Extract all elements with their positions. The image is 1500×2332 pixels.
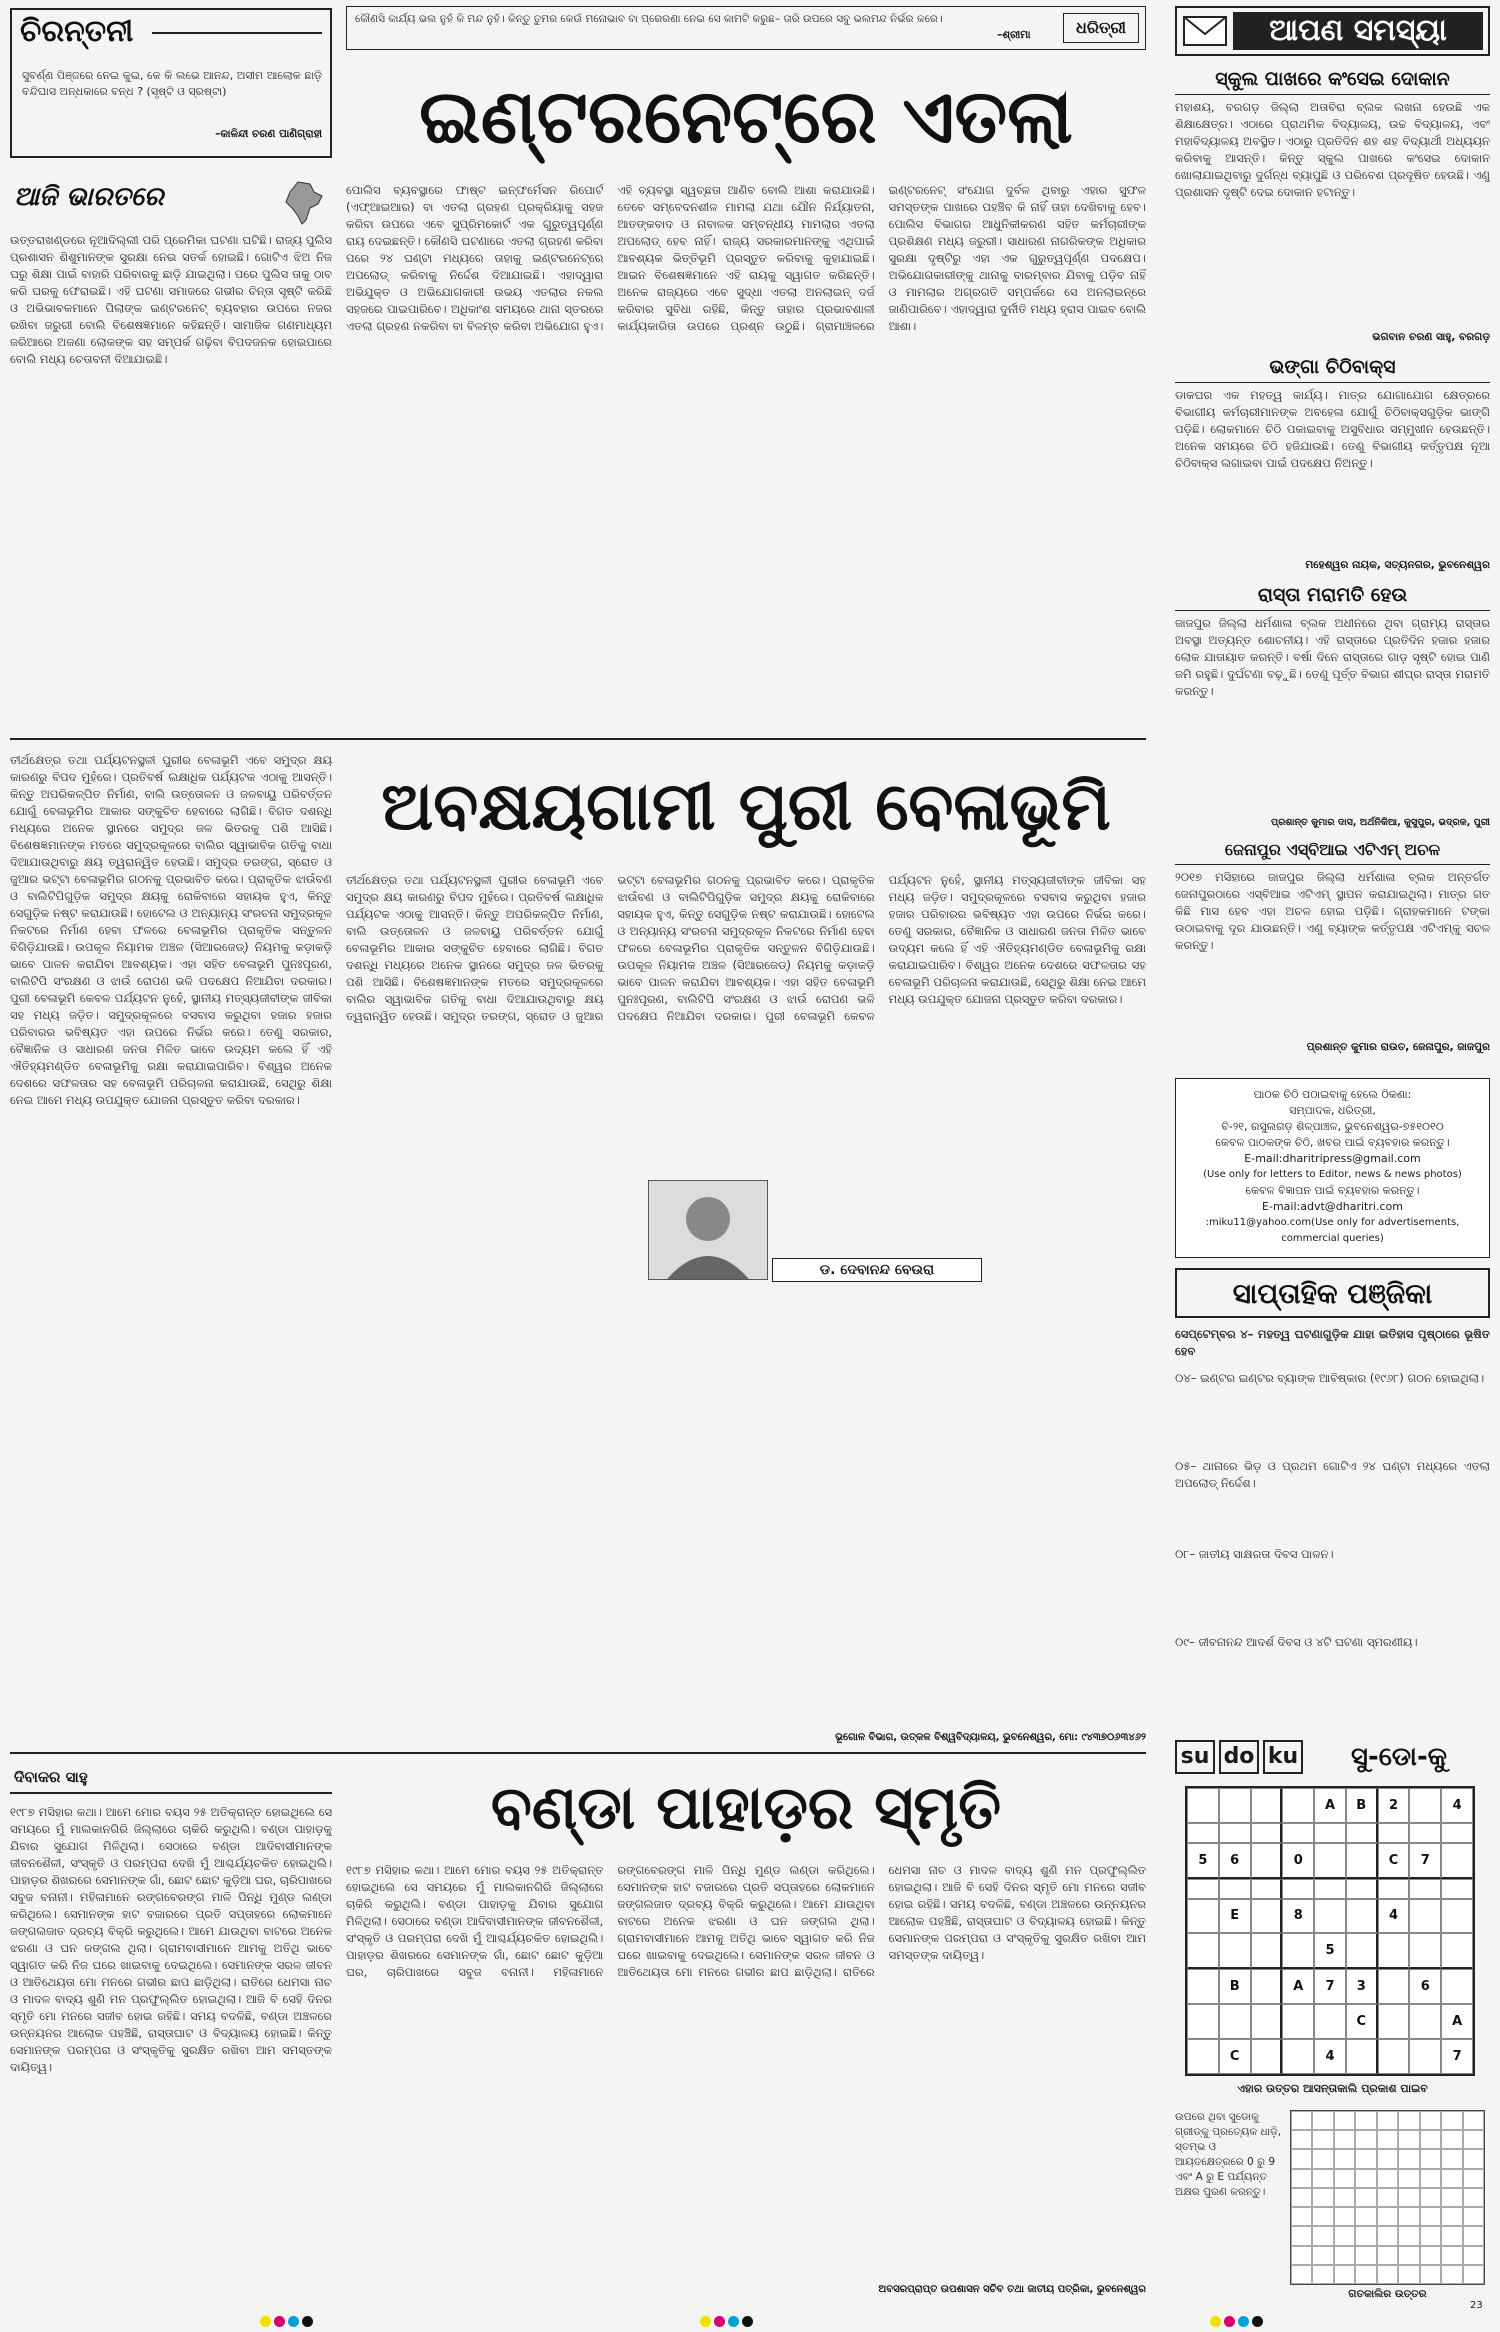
solution-cell: [1441, 2188, 1462, 2207]
solution-cell: [1355, 2130, 1376, 2149]
yellow-dot-icon: [700, 2316, 711, 2327]
sudoku-cell[interactable]: [1409, 1788, 1441, 1823]
solution-cell: [1312, 2111, 1333, 2130]
sudoku-cell[interactable]: [1282, 1823, 1314, 1843]
sudoku-cell[interactable]: [1282, 1879, 1314, 1899]
sudoku-cell[interactable]: A: [1441, 2004, 1473, 2039]
panjika-intro: ସେପ୍ଟେମ୍ବର ୪– ମହତ୍ୱ ଘଟଣାଗୁଡ଼ିକ ଯାହା ଇତିହାସ ପୃଷ୍ଠାରେ ଭୂଷିତ ହେବ: [1175, 1327, 1490, 1358]
print-registration-marks: [1210, 2312, 1266, 2331]
solution-cell: [1398, 2169, 1419, 2188]
solution-cell: [1291, 2246, 1312, 2265]
sudoku-cell[interactable]: [1346, 2039, 1378, 2074]
solution-cell: [1463, 2111, 1484, 2130]
top-quote-text: କୌଣସି କାର୍ଯ୍ୟ ଭଲ ନୁହଁ କି ମନ୍ଦ ନୁହଁ। କିନ୍ତୁ ତୁମର କେଉଁ ମନୋଭାବ ବା ପ୍ରେରଣା ନେଇ ସେ କାମଟି କରୁଛ– ତାରି ଉପରେ ସବୁ ଭଲମନ୍ଦ ନିର୍ଭର କରେ।: [355, 13, 943, 25]
sudoku-cell[interactable]: [1314, 1843, 1346, 1879]
sudoku-cell[interactable]: A: [1282, 1969, 1314, 2004]
solution-cell: [1355, 2265, 1376, 2284]
dharitri-logo: ଧରିତ୍ରୀ: [1063, 13, 1139, 43]
sudoku-logo-do: do: [1219, 1740, 1259, 1774]
solution-cell: [1377, 2169, 1398, 2188]
sudoku-cell[interactable]: [1219, 1879, 1251, 1899]
sudoku-cell[interactable]: 5: [1314, 1933, 1346, 1969]
bela-bhumi-footer: ଭୂଗୋଳ ବିଭାଗ, ଉତ୍କଳ ବିଶ୍ୱବିଦ୍ୟାଳୟ, ଭୁବନେଶ୍ୱର, ମୋ: ୯୪୩୭୦୬୩୪୬୨: [835, 1732, 1146, 1743]
sudoku-rules: ଉପରେ ଥିବା ସୁଡୋକୁ ଗ୍ରୀଡ୍‌କୁ ପ୍ରତ୍ୟେକ ଧାଡ଼ି, ସ୍ତମ୍ଭ ଓ ଆୟତକ୍ଷେତ୍ରରେ 0 ରୁ 9 ଏବଂ A ରୁ E ପର୍ଯ୍ୟନ୍ତ ଅକ୍ଷର ପୁରଣ କରନ୍ତୁ।: [1175, 2111, 1282, 2198]
solution-cell: [1334, 2226, 1355, 2245]
panjika-entry: ୦୯– ଜୀବନାନନ୍ଦ ଆଦର୍ଶ ଦିବସ ଓ ୪ଟି ଘଟଣା ସ୍ମରଣୀୟ।: [1175, 1635, 1418, 1649]
sudoku-cell[interactable]: 2: [1378, 1788, 1410, 1823]
solution-cell: [1398, 2226, 1419, 2245]
sudoku-cell[interactable]: [1251, 1823, 1283, 1843]
sudoku-cell[interactable]: [1441, 1823, 1473, 1843]
letter-body: ୨୦୧୭ ମସିହାରେ ଜାଜପୁର ଜିଲ୍ଲା ଧର୍ମଶାଳା ବ୍ଲକ ଅନ୍ତର୍ଗତ ଜେନାପୁରଠାରେ ଏସ୍‌ବିଆଇ ଏଟିଏମ୍ ସ୍ଥାପନ କରାଯାଇଥିଲା। ମାତ୍ର ଗତ କିଛି ମାସ ହେବ ଏହା ଅଚଳ ହୋଇ ପଡ଼ିଛି। ଗ୍ରାହକମାନେ ଟଙ୍କା ଉଠାଇବାକୁ ଦୂର ଯାଉଛନ୍ତି। ଏଣୁ ବ୍ୟାଙ୍କ କର୍ତ୍ତୃପକ୍ଷ ଏଟିଏମ୍‌କୁ ସଚଳ କରନ୍ତୁ।: [1175, 870, 1490, 952]
section-divider: [10, 738, 1146, 740]
sudoku-cell[interactable]: [1219, 1933, 1251, 1969]
sudoku-cell[interactable]: [1378, 1933, 1410, 1969]
solution-cell: [1355, 2111, 1376, 2130]
solution-cell: [1377, 2226, 1398, 2245]
letter-sender: ଭଗବାନ ଚରଣ ସାହୁ, ବରଗଡ଼: [1372, 331, 1490, 343]
solution-cell: [1334, 2188, 1355, 2207]
contact-intro: ପାଠକ ଚିଠି ପଠାଇବାକୁ ହେଲେ ଠିକଣା:: [1253, 1088, 1412, 1101]
solution-cell: [1441, 2265, 1462, 2284]
sudoku-cell[interactable]: [1378, 2039, 1410, 2074]
solution-cell: [1334, 2169, 1355, 2188]
solution-cell: [1377, 2111, 1398, 2130]
solution-cell: [1441, 2130, 1462, 2149]
sudoku-cell[interactable]: [1219, 2004, 1251, 2039]
sudoku-title: ସୁ-ଡୋ-କୁ: [1351, 1742, 1447, 1772]
contact-email-1[interactable]: E-mail:dharitripress@gmail.com: [1244, 1152, 1421, 1165]
solution-cell: [1398, 2130, 1419, 2149]
magenta-dot-icon: [1224, 2316, 1235, 2327]
solution-cell: [1420, 2226, 1441, 2245]
solution-cell: [1420, 2265, 1441, 2284]
sudoku-cell[interactable]: 7: [1441, 2039, 1473, 2074]
sudoku-cell[interactable]: [1314, 1899, 1346, 1934]
top-quote-source: –ଶ୍ରୀମା: [997, 29, 1031, 41]
letter-heading: ଭଙ୍ଗା ଚିଠିବାକ୍ସ: [1175, 352, 1490, 383]
solution-cell: [1420, 2207, 1441, 2226]
cyan-dot-icon: [288, 2316, 299, 2327]
banda-author: ଦିବାକର ସାହୁ: [14, 1768, 88, 1786]
solution-cell: [1398, 2149, 1419, 2168]
solution-cell: [1291, 2130, 1312, 2149]
solution-cell: [1312, 2169, 1333, 2188]
solution-cell: [1420, 2188, 1441, 2207]
sudoku-cell[interactable]: [1187, 1969, 1219, 2004]
black-dot-icon: [1252, 2316, 1263, 2327]
page-number: 23: [1470, 2300, 1483, 2311]
contact-box: [1175, 1078, 1490, 1258]
print-registration-marks: [260, 2312, 316, 2331]
sudoku-cell[interactable]: [1409, 2039, 1441, 2074]
solution-cell: [1291, 2169, 1312, 2188]
letter-body: ଡାକଘର ଏକ ମହତ୍ୱ କାର୍ଯ୍ୟ। ମାତ୍ର ଯୋଗାଯୋଗ କ୍ଷେତ୍ରରେ ବିଭାଗୀୟ କର୍ମଚାରୀମାନଙ୍କ ଅବହେଳା ଯୋଗୁଁ ଚିଠିବାକ୍ସଗୁଡ଼ିକ ଭାଙ୍ଗି ପଡ଼ିଛି। ଲୋକମାନେ ଚିଠି ପକାଇବାକୁ ଅସୁବିଧାର ସମ୍ମୁଖୀନ ହେଉଛନ୍ତି। ଅନେକ ସମୟରେ ଚିଠି ହଜିଯାଉଛି। ତେଣୁ ବିଭାଗୀୟ କର୍ତ୍ତୃପକ୍ଷ ନୂଆ ଚିଠିବାକ୍ସ ଲଗାଇବା ପାଇଁ ପଦକ୍ଷେପ ନିଅନ୍ତୁ।: [1175, 388, 1490, 470]
sudoku-cell[interactable]: [1346, 1933, 1378, 1969]
sudoku-cell[interactable]: [1409, 1899, 1441, 1934]
contact-email-2[interactable]: E-mail:advt@dharitri.com: [1262, 1200, 1403, 1213]
solution-cell: [1463, 2169, 1484, 2188]
letter-sender: ପ୍ରଶାନ୍ତ କୁମାର ରାଉତ, ଜେନାପୁର, ଜାଜପୁର: [1306, 1041, 1490, 1053]
sudoku-cell[interactable]: [1251, 1879, 1283, 1899]
apana-samasya-title: ଆପଣ ସମସ୍ୟା: [1233, 12, 1483, 50]
bela-bhumi-body: ତୀର୍ଥକ୍ଷେତ୍ର ତଥା ପର୍ଯ୍ୟଟନସ୍ଥଳୀ ପୁରୀର ବେଳାଭୂମି ଏବେ ସମୁଦ୍ର କ୍ଷୟ କାରଣରୁ ବିପଦ ମୁହଁରେ। ପ୍ରତିବର୍ଷ ଲକ୍ଷାଧିକ ପର୍ଯ୍ୟଟକ ଏଠାକୁ ଆସନ୍ତି। କିନ୍ତୁ ଅପରିକଳ୍ପିତ ନିର୍ମାଣ, ବାଲି ଉତ୍ତୋଳନ ଓ ଜଳବାୟୁ ପରିବର୍ତ୍ତନ ଯୋଗୁଁ ବେଳାଭୂମିର ଆକାର ସଙ୍କୁଚିତ ହେବାରେ ଲାଗିଛି। ବିଗତ ଦଶନ୍ଧି ମଧ୍ୟରେ ଅନେକ ସ୍ଥାନରେ ସମୁଦ୍ର ଜଳ ଭିତରକୁ ପଶି ଆସିଛି। ବିଶେଷଜ୍ଞମାନଙ୍କ ମତରେ ସମୁଦ୍ରକୂଳରେ ବାଲିର ସ୍ୱାଭାବିକ ଗତିକୁ ବାଧା ଦିଆଯାଉଥିବାରୁ କ୍ଷୟ ତ୍ୱରାନ୍ୱିତ ହେଉଛି। ସମୁଦ୍ର ତରଙ୍ଗ, ସ୍ରୋତ ଓ ଜୁଆର ଭଟ୍ଟା ବେଳାଭୂମିର ଗଠନକୁ ପ୍ରଭାବିତ କରେ। ପ୍ରାକୃତିକ ଝାଉଁବଣ ଓ ବାଲିଟିପିଗୁଡ଼ିକ ସମୁଦ୍ର କ୍ଷୟକୁ ରୋକିବାରେ ସହାୟକ ହୁଏ, କିନ୍ତୁ ସେଗୁଡ଼ିକ ନଷ୍ଟ କରାଯାଉଛି। ହୋଟେଲ ଓ ଅନ୍ୟାନ୍ୟ ସଂରଚନା ସମୁଦ୍ରକୂଳ ନିକଟରେ ନିର୍ମାଣ ହେବା ଫଳରେ ବେଳାଭୂମିର ପ୍ରାକୃତିକ ସନ୍ତୁଳନ ବିଗିଡ଼ିଯାଉଛି। ଉପକୂଳ ନିୟାମକ ଅଞ୍ଚଳ (ସିଆରଜେଡ୍) ନିୟମକୁ କଡ଼ାକଡ଼ି ଭାବେ ପାଳନ କରାଯିବା ଆବଶ୍ୟକ। ଏହା ସହିତ ବେଳାଭୂମି ପୁନଃପୂରଣ, ବାଲିଟିପି ସଂରକ୍ଷଣ ଓ ଝାଉଁ ରୋପଣ ଭଳି ପଦକ୍ଷେପ ନିଆଯିବା ଦରକାର। ପୁରୀ ବେଳାଭୂମି କେବଳ ପର୍ଯ୍ୟଟନ ନୁହେଁ, ସ୍ଥାନୀୟ ମତ୍ସ୍ୟଜୀବୀଙ୍କ ଜୀବିକା ସହ ମଧ୍ୟ ଜଡ଼ିତ। ସମୁଦ୍ରକୂଳରେ ବସବାସ କରୁଥିବା ହଜାର ହଜାର ପରିବାରର ଭବିଷ୍ୟତ ଏହା ଉପରେ ନିର୍ଭର କରେ। ତେଣୁ ସରକାର, ବୈଜ୍ଞାନିକ ଓ ସାଧାରଣ ଜନତା ମିଳିତ ଭାବେ ଉଦ୍ୟମ କଲେ ହିଁ ଏହି ଐତିହ୍ୟମଣ୍ଡିତ ବେଳାଭୂମିକୁ ରକ୍ଷା କରାଯାଇପାରିବ। ବିଶ୍ୱର ଅନେକ ଦେଶରେ ସଫଳତାର ସହ ବେଳାଭୂମି ପରିଚାଳନା କରାଯାଉଛି, ସେଥିରୁ ଶିକ୍ଷା ନେଇ ଆମେ ମଧ୍ୟ ଉପଯୁକ୍ତ ଯୋଜନା ପ୍ରସ୍ତୁତ କରିବା ଦରକାର।: [346, 873, 1146, 1023]
sudoku-solution-grid: [1290, 2110, 1485, 2285]
solution-cell: [1377, 2188, 1398, 2207]
solution-cell: [1312, 2226, 1333, 2245]
solution-cell: [1291, 2207, 1312, 2226]
solution-cell: [1312, 2149, 1333, 2168]
solution-cell: [1398, 2246, 1419, 2265]
aja-bharat-body: ଉତ୍ତରାଖଣ୍ଡରେ ନୂଆଦିଲ୍ଲୀ ପରି ପ୍ରେମିକା ଘଟଣା ଘଟିଛି। ରାଜ୍ୟ ପୁଲିସ ପ୍ରଶାସନ ଶିଶୁମାନଙ୍କ ସୁରକ୍ଷା ନେଇ ସତର୍କ ହୋଇଛି। ଗୋଟିଏ ଝିଅ ନିଜ ଘରୁ ଶିକ୍ଷା ପାଇଁ ବାହାରି ପରିବାରକୁ ଛାଡ଼ି ଯାଇଥିଲା। ପରେ ପୁଲିସ ତାକୁ ଠାବ କରି ଘରକୁ ଫେରାଇଛି। ଏହି ଘଟଣା ସମାଜରେ ଗଭୀର ଚିନ୍ତା ସୃଷ୍ଟି କରିଛି ଓ ଅଭିଭାବକମାନେ ପିଲାଙ୍କ ଇଣ୍ଟରନେଟ୍ ବ୍ୟବହାର ଉପରେ ନଜର ରଖିବା ଜରୁରୀ ବୋଲି ବିଶେଷଜ୍ଞମାନେ କହିଛନ୍ତି। ସାମାଜିକ ଗଣମାଧ୍ୟମ ଜରିଆରେ ଅଜଣା ଲୋକଙ୍କ ସହ ସମ୍ପର୍କ ଗଢ଼ିବା ବିପଦଜନକ ହୋଇପାରେ ବୋଲି ମଧ୍ୟ ଚେତାବନୀ ଦିଆଯାଇଛି।: [10, 233, 332, 366]
sudoku-cell[interactable]: [1251, 1788, 1283, 1823]
solution-cell: [1398, 2111, 1419, 2130]
sudoku-cell[interactable]: [1251, 1899, 1283, 1934]
panjika-entry: ୦୪– ଇଣ୍ଟର ଇଣ୍ଟର ବ୍ୟାଙ୍କ ଆବିଷ୍କାର (୧୯୬୮) ଗଠନ ହୋଇଥିଲା।: [1175, 1371, 1485, 1385]
solution-cell: [1355, 2149, 1376, 2168]
sudoku-header: [1175, 1736, 1490, 1780]
apana-samasya-header: [1175, 6, 1490, 56]
solution-cell: [1420, 2149, 1441, 2168]
panjika-body: [1175, 1326, 1490, 1726]
sudoku-cell[interactable]: [1251, 2004, 1283, 2039]
sudoku-cell[interactable]: [1441, 1969, 1473, 2004]
sudoku-cell[interactable]: 4: [1441, 1788, 1473, 1823]
sudoku-cell[interactable]: 4: [1378, 1899, 1410, 1934]
sudoku-cell[interactable]: [1251, 1843, 1283, 1879]
sudoku-cell[interactable]: [1187, 1899, 1219, 1934]
sudoku-cell[interactable]: 6: [1409, 1969, 1441, 2004]
contact-note-1: (Use only for letters to Editor, news & news photos): [1203, 1169, 1462, 1180]
solution-cell: [1441, 2226, 1462, 2245]
solution-cell: [1463, 2130, 1484, 2149]
letter-heading: ଜେନାପୁର ଏସ୍‌ବିଆଇ ଏଟିଏମ୍ ଅଚଳ: [1175, 836, 1490, 865]
solution-cell: [1291, 2188, 1312, 2207]
solution-cell: [1355, 2207, 1376, 2226]
contact-address: ବି-୨୧, ରସୁଲଗଡ଼ ଶିଳ୍ପାଞ୍ଚଳ, ଭୁବନେଶ୍ୱର-୭୫୧୦୧୦: [1221, 1120, 1444, 1133]
internet-headline: ଇଣ୍ଟରନେଟ୍‌ରେ ଏତଲା: [419, 74, 1073, 160]
yellow-dot-icon: [1210, 2316, 1221, 2327]
sudoku-cell[interactable]: 4: [1314, 2039, 1346, 2074]
letter-heading: ରାସ୍ତା ମରାମତି ହେଉ: [1175, 580, 1490, 611]
sudoku-cell[interactable]: [1187, 1933, 1219, 1969]
contact-adv-note: କେବଳ ବିଜ୍ଞାପନ ପାଇଁ ବ୍ୟବହାର କରନ୍ତୁ।: [1245, 1184, 1420, 1197]
contact-editor: ସମ୍ପାଦକ, ଧରିତ୍ରୀ,: [1289, 1104, 1376, 1117]
sudoku-cell[interactable]: [1187, 1823, 1219, 1843]
banda-body-col1: ୧୯୮୭ ମସିହାର କଥା। ଆମେ ମୋର ବୟସ ୨୫ ଅତିକ୍ରାନ୍ତ ହୋଇଥିଲେ ସେ ସମୟରେ ମୁଁ ମାଲକାନଗିରି ଜିଲ୍ଲାରେ ଚାକିରି କରୁଥିଲି। ବଣ୍ଡା ପାହାଡ଼କୁ ଯିବାର ସୁଯୋଗ ମିଳିଥିଲା। ସେଠାରେ ବଣ୍ଡା ଆଦିବାସୀମାନଙ୍କ ଜୀବନଶୈଳୀ, ସଂସ୍କୃତି ଓ ପରମ୍ପରା ଦେଖି ମୁଁ ଆଶ୍ଚର୍ଯ୍ୟଚକିତ ହୋଇଥିଲି। ପାହାଡ଼ର ଶିଖରରେ ସେମାନଙ୍କ ଗାଁ, ଛୋଟ ଛୋଟ କୁଡ଼ିଆ ଘର, ଚାରିପାଖରେ ସବୁଜ ବନାନୀ। ମହିଳାମାନେ ରଙ୍ଗବେରଙ୍ଗ ମାଳି ପିନ୍ଧି ମୁଣ୍ଡ ଲଣ୍ଡା କରିଥିଲେ। ସେମାନଙ୍କ ହାଟ ବଜାରରେ ପ୍ରତି ସପ୍ତାହରେ ଲୋକମାନେ ଜଙ୍ଗଲଜାତ ଦ୍ରବ୍ୟ ବିକ୍ରି କରୁଥିଲେ। ଆମେ ଯାଉଥିବା ବାଟରେ ଅନେକ ଝରଣା ଓ ଘନ ଜଙ୍ଗଲ ଥିଲା। ଗ୍ରାମବାସୀମାନେ ଆମକୁ ଅତିଥି ଭାବେ ସ୍ୱାଗତ କରି ନିଜ ଘରେ ଖାଇବାକୁ ଦେଇଥିଲେ। ସେମାନଙ୍କ ସରଳ ଜୀବନ ଓ ଆତିଥେୟତା ମୋ ମନରେ ଗଭୀର ଛାପ ଛାଡ଼ିଥିଲା। ରାତିରେ ଧେମସା ନାଚ ଓ ମାଦଳ ବାଦ୍ୟ ଶୁଣି ମନ ପ୍ରଫୁଲ୍ଲିତ ହୋଇଥିଲା। ଆଜି ବି ସେହି ଦିନର ସ୍ମୃତି ମୋ ମନରେ ସଜୀବ ହୋଇ ରହିଛି। ସମୟ ବଦଳିଛି, ବଣ୍ଡା ଅଞ୍ଚଳରେ ଉନ୍ନୟନର ଆଲୋକ ପହଞ୍ଚିଛି, ରାସ୍ତାଘାଟ ଓ ବିଦ୍ୟାଳୟ ହୋଇଛି। କିନ୍ତୁ ସେମାନଙ୍କ ପରମ୍ପରା ଓ ସଂସ୍କୃତିକୁ ସୁରକ୍ଷିତ ରଖିବା ଆମ ସମସ୍ତଙ୍କ ଦାୟିତ୍ୱ।: [10, 1805, 332, 2074]
sudoku-cell[interactable]: [1409, 1823, 1441, 1843]
solution-cell: [1463, 2265, 1484, 2284]
solution-cell: [1441, 2207, 1462, 2226]
letter-heading: ସ୍କୁଲ ପାଖରେ କଂସେଇ ଦୋକାନ: [1175, 64, 1490, 95]
banda-body: ୧୯୮୭ ମସିହାର କଥା। ଆମେ ମୋର ବୟସ ୨୫ ଅତିକ୍ରାନ୍ତ ହୋଇଥିଲେ ସେ ସମୟରେ ମୁଁ ମାଲକାନଗିରି ଜିଲ୍ଲାରେ ଚାକିରି କରୁଥିଲି। ବଣ୍ଡା ପାହାଡ଼କୁ ଯିବାର ସୁଯୋଗ ମିଳିଥିଲା। ସେଠାରେ ବଣ୍ଡା ଆଦିବାସୀମାନଙ୍କ ଜୀବନଶୈଳୀ, ସଂସ୍କୃତି ଓ ପରମ୍ପରା ଦେଖି ମୁଁ ଆଶ୍ଚର୍ଯ୍ୟଚକିତ ହୋଇଥିଲି। ପାହାଡ଼ର ଶିଖରରେ ସେମାନଙ୍କ ଗାଁ, ଛୋଟ ଛୋଟ କୁଡ଼ିଆ ଘର, ଚାରିପାଖରେ ସବୁଜ ବନାନୀ। ମହିଳାମାନେ ରଙ୍ଗବେରଙ୍ଗ ମାଳି ପିନ୍ଧି ମୁଣ୍ଡ ଲଣ୍ଡା କରିଥିଲେ। ସେମାନଙ୍କ ହାଟ ବଜାରରେ ପ୍ରତି ସପ୍ତାହରେ ଲୋକମାନେ ଜଙ୍ଗଲଜାତ ଦ୍ରବ୍ୟ ବିକ୍ରି କରୁଥିଲେ। ଆମେ ଯାଉଥିବା ବାଟରେ ଅନେକ ଝରଣା ଓ ଘନ ଜଙ୍ଗଲ ଥିଲା। ଗ୍ରାମବାସୀମାନେ ଆମକୁ ଅତିଥି ଭାବେ ସ୍ୱାଗତ କରି ନିଜ ଘରେ ଖାଇବାକୁ ଦେଇଥିଲେ। ସେମାନଙ୍କ ସରଳ ଜୀବନ ଓ ଆତିଥେୟତା ମୋ ମନରେ ଗଭୀର ଛାପ ଛାଡ଼ିଥିଲା। ରାତିରେ ଧେମସା ନାଚ ଓ ମାଦଳ ବାଦ୍ୟ ଶୁଣି ମନ ପ୍ରଫୁଲ୍ଲିତ ହୋଇଥିଲା। ଆଜି ବି ସେହି ଦିନର ସ୍ମୃତି ମୋ ମନରେ ସଜୀବ ହୋଇ ରହିଛି। ସମୟ ବଦଳିଛି, ବଣ୍ଡା ଅଞ୍ଚଳରେ ଉନ୍ନୟନର ଆଲୋକ ପହଞ୍ଚିଛି, ରାସ୍ତାଘାଟ ଓ ବିଦ୍ୟାଳୟ ହୋଇଛି। କିନ୍ତୁ ସେମାନଙ୍କ ପରମ୍ପରା ଓ ସଂସ୍କୃତିକୁ ସୁରକ୍ଷିତ ରଖିବା ଆମ ସମସ୍ତଙ୍କ ଦାୟିତ୍ୱ।: [346, 1863, 1146, 1979]
sudoku-cell[interactable]: [1314, 1879, 1346, 1899]
sudoku-cell[interactable]: [1441, 1843, 1473, 1879]
solution-cell: [1312, 2130, 1333, 2149]
solution-cell: [1334, 2207, 1355, 2226]
cyan-dot-icon: [728, 2316, 739, 2327]
sudoku-cell[interactable]: [1346, 1879, 1378, 1899]
letter-body: ମହାଶୟ, ବରଗଡ଼ ଜିଲ୍ଲା ଅତାବିରା ବ୍ଲକ ଲଖନା ହେଉଛି ଏକ ଶିକ୍ଷାକ୍ଷେତ୍ର। ଏଠାରେ ପ୍ରାଥମିକ ବିଦ୍ୟାଳୟ, ଉଚ୍ଚ ବିଦ୍ୟାଳୟ, ଏବଂ ମହାବିଦ୍ୟାଳୟ ଅବସ୍ଥିତ। ଏଠାରୁ ପ୍ରତିଦିନ ଶହ ଶହ ବିଦ୍ୟାର୍ଥୀ ଅଧ୍ୟୟନ କରିବାକୁ ଆସନ୍ତି। କିନ୍ତୁ ସ୍କୁଲ ପାଖରେ କଂସେଇ ଦୋକାନ ଖୋଲାଯାଇଥିବାରୁ ଦୁର୍ଗନ୍ଧ ବ୍ୟାପୁଛି ଓ ପରିବେଶ ପ୍ରଦୂଷିତ ହେଉଛି। ଏଣୁ ପ୍ରଶାସନ ଦୃଷ୍ଟି ଦେଇ ଦୋକାନ ହଟାନ୍ତୁ।: [1175, 100, 1490, 199]
solution-cell: [1420, 2169, 1441, 2188]
solution-cell: [1334, 2149, 1355, 2168]
solution-cell: [1377, 2207, 1398, 2226]
panjika-header: [1175, 1268, 1490, 1318]
sudoku-cell[interactable]: [1219, 1788, 1251, 1823]
sudoku-cell[interactable]: 5: [1187, 1843, 1219, 1879]
solution-cell: [1377, 2149, 1398, 2168]
solution-cell: [1334, 2246, 1355, 2265]
panjika-entry: ୦୮– ଜାତୀୟ ସାକ୍ଷରତା ଦିବସ ପାଳନ।: [1175, 1547, 1334, 1561]
sudoku-cell[interactable]: [1441, 1933, 1473, 1969]
sudoku-cell[interactable]: [1187, 2039, 1219, 2074]
sudoku-cell[interactable]: [1378, 1879, 1410, 1899]
solution-cell: [1441, 2169, 1462, 2188]
sudoku-cell[interactable]: [1314, 1823, 1346, 1843]
author-photo: [648, 1180, 768, 1280]
sudoku-cell[interactable]: [1346, 1823, 1378, 1843]
solution-cell: [1398, 2265, 1419, 2284]
sudoku-cell[interactable]: A: [1314, 1788, 1346, 1823]
bela-bhumi-headline: ଅବକ୍ଷୟଗାମୀ ପୁରୀ ବେଳାଭୂମି: [381, 768, 1111, 845]
sudoku-cell[interactable]: [1219, 1823, 1251, 1843]
sudoku-cell[interactable]: [1282, 1933, 1314, 1969]
solution-cell: [1463, 2207, 1484, 2226]
title-rule: [152, 32, 322, 34]
solution-cell: [1312, 2207, 1333, 2226]
solution-cell: [1291, 2226, 1312, 2245]
sudoku-cell[interactable]: [1251, 1969, 1283, 2004]
solution-cell: [1377, 2246, 1398, 2265]
sudoku-cell[interactable]: 6: [1219, 1843, 1251, 1879]
sudoku-cell[interactable]: [1346, 1843, 1378, 1879]
sudoku-solution-label: ଗତକାଲିର ଉତ୍ତର: [1348, 2288, 1427, 2300]
letter-body: ଜାଜପୁର ଜିଲ୍ଲା ଧର୍ମଶାଳା ବ୍ଲକ ଅଧୀନରେ ଥିବା ଗ୍ରାମ୍ୟ ରାସ୍ତାର ଅବସ୍ଥା ଅତ୍ୟନ୍ତ ଶୋଚନୀୟ। ଏହି ରାସ୍ତାରେ ପ୍ରତିଦିନ ହଜାର ହଜାର ଲୋକ ଯାତାୟାତ କରନ୍ତି। ବର୍ଷା ଦିନେ ରାସ୍ତାରେ ଗାଡ଼ ସୃଷ୍ଟି ହୋଇ ପାଣି ଜମି ରହୁଛି। ଦୁର୍ଘଟଣା ବଢ଼ୁଛି। ତେଣୁ ପୂର୍ତ୍ତ ବିଭାଗ ଶୀଘ୍ର ରାସ୍ତା ମରାମତି କରନ୍ତୁ।: [1175, 616, 1490, 698]
sudoku-grid[interactable]: [1185, 1786, 1475, 2076]
solution-cell: [1463, 2188, 1484, 2207]
contact-email-note: କେବଳ ପାଠକଙ୍କ ଚିଠି, ଖବର ପାଇଁ ବ୍ୟବହାର କରନ୍ତୁ।: [1215, 1136, 1450, 1149]
solution-cell: [1355, 2226, 1376, 2245]
sudoku-cell[interactable]: [1409, 1933, 1441, 1969]
sudoku-cell[interactable]: [1251, 2039, 1283, 2074]
sudoku-cell[interactable]: [1378, 1969, 1410, 2004]
solution-cell: [1355, 2188, 1376, 2207]
cirantani-quote: ସୁବର୍ଣ୍ଣ ପିଞ୍ଜରେ ନେଇ କୁଇ, କେ କି ଲଭେ ଆନନ୍ଦ, ଅସୀମ ଆଲୋକ ଛାଡ଼ି ବନ୍ଦିଘାସ ଅନ୍ଧକାରେ ବନ୍ଧ ? (ସୃଷ୍ଟି ଓ ସ୍ରଷ୍ଟା): [22, 69, 322, 98]
sudoku-cell[interactable]: C: [1378, 1843, 1410, 1879]
banda-author-box: [10, 1764, 332, 1794]
letter-sender: ପ୍ରଶାନ୍ତ କୁମାର ଦାସ, ଅର୍ଥନିକିଆ, କୁସୁପୁର, ଭଦ୍ରକ, ପୁରୀ: [1270, 817, 1490, 828]
black-dot-icon: [742, 2316, 753, 2327]
cirantani-box: [10, 8, 332, 158]
sudoku-cell[interactable]: [1441, 1899, 1473, 1934]
sudoku-cell[interactable]: B: [1219, 1969, 1251, 2004]
solution-cell: [1291, 2265, 1312, 2284]
sudoku-logo-su: su: [1175, 1740, 1215, 1774]
solution-cell: [1291, 2149, 1312, 2168]
sudoku-cell[interactable]: [1187, 1788, 1219, 1823]
solution-cell: [1291, 2111, 1312, 2130]
cirantani-title: ଚିରନ୍ତନୀ: [20, 14, 134, 49]
solution-cell: [1463, 2246, 1484, 2265]
solution-cell: [1355, 2246, 1376, 2265]
solution-cell: [1420, 2111, 1441, 2130]
solution-cell: [1334, 2130, 1355, 2149]
letters-column: [1175, 64, 1490, 1164]
contact-email-3[interactable]: :miku11@yahoo.com(Use only for advertisements, commercial queries): [1205, 1217, 1460, 1244]
sudoku-cell[interactable]: [1441, 1879, 1473, 1899]
solution-cell: [1312, 2188, 1333, 2207]
solution-cell: [1420, 2130, 1441, 2149]
sudoku-cell[interactable]: [1378, 2004, 1410, 2039]
sudoku-cell[interactable]: 3: [1346, 1969, 1378, 2004]
solution-cell: [1312, 2265, 1333, 2284]
sudoku-cell[interactable]: [1251, 1933, 1283, 1969]
sudoku-cell[interactable]: C: [1346, 2004, 1378, 2039]
internet-body: ପୋଲିସ ବ୍ୟବସ୍ଥାରେ ଫାଷ୍ଟ ଇନ୍‌ଫର୍ମେସନ ରିପୋର୍ଟ (ଏଫ୍‌ଆଇଆର) ବା ଏତଲା ଗ୍ରହଣ ପ୍ରକ୍ରିୟାକୁ ସହଜ କରିବା ଉପରେ ଏବେ ସୁପ୍ରିମକୋର୍ଟ ଏକ ଗୁରୁତ୍ୱପୂର୍ଣ୍ଣ ରାୟ ଦେଇଛନ୍ତି। କୌଣସି ଘଟଣାରେ ଏତଲା ଗ୍ରହଣ କରିବା ପରେ ୨୪ ଘଣ୍ଟା ମଧ୍ୟରେ ତାହାକୁ ଇଣ୍ଟରନେଟ୍‌ରେ ଅପଲୋଡ୍ କରିବାକୁ ନିର୍ଦ୍ଦେଶ ଦିଆଯାଇଛି। ଏହାଦ୍ୱାରା ଅଭିଯୁକ୍ତ ଓ ଅଭିଯୋଗକାରୀ ଉଭୟ ଏତଲାର ନକଲ ସହଜରେ ପାଇପାରିବେ। ଅଧିକାଂଶ ସମୟରେ ଥାନା ସ୍ତରରେ ଏତଲା ଗ୍ରହଣ ନକରିବା ବା ବିଳମ୍ବ କରିବା ଅଭିଯୋଗ ହୁଏ। ଏହି ବ୍ୟବସ୍ଥା ସ୍ୱଚ୍ଛତା ଆଣିବ ବୋଲି ଆଶା କରାଯାଉଛି। ତେବେ ସମ୍ବେଦନଶୀଳ ମାମଲା ଯଥା ଯୌନ ନିର୍ଯ୍ୟାତନା, ଆତଙ୍କବାଦ ଓ ନାବାଳକ ସମ୍ବନ୍ଧୀୟ ମାମଲାର ଏତଲା ଅପଲୋଡ୍ ହେବ ନାହିଁ। ରାଜ୍ୟ ସରକାରମାନଙ୍କୁ ଏଥିପାଇଁ ଆବଶ୍ୟକ ଭିତ୍ତିଭୂମି ପ୍ରସ୍ତୁତ କରିବାକୁ କୁହାଯାଇଛି। ଆଇନ ବିଶେଷଜ୍ଞମାନେ ଏହି ରାୟକୁ ସ୍ୱାଗତ କରିଛନ୍ତି। ଅନେକ ରାଜ୍ୟରେ ଏବେ ସୁଦ୍ଧା ଏତଲା ଅନଲାଇନ୍ ଦର୍ଜ କରିବାର ସୁବିଧା ରହିଛି, କିନ୍ତୁ ତାହାର ପ୍ରଭାବଶାଳୀ କାର୍ଯ୍ୟକାରିତା ଉପରେ ପ୍ରଶ୍ନ ଉଠୁଛି। ଗ୍ରାମାଞ୍ଚଳରେ ଇଣ୍ଟରନେଟ୍ ସଂଯୋଗ ଦୁର୍ବଳ ଥିବାରୁ ଏହାର ସୁଫଳ ସମସ୍ତଙ୍କ ପାଖରେ ପହଞ୍ଚିବ କି ନାହିଁ ତାହା ଦେଖିବାକୁ ହେବ। ପୋଲିସ ବିଭାଗର ଆଧୁନିକୀକରଣ ସହିତ କର୍ମଚାରୀଙ୍କ ପ୍ରଶିକ୍ଷଣ ମଧ୍ୟ ଜରୁରୀ। ସାଧାରଣ ନାଗରିକଙ୍କ ଅଧିକାର ସୁରକ୍ଷା ଦୃଷ୍ଟିରୁ ଏହା ଏକ ଗୁରୁତ୍ୱପୂର୍ଣ୍ଣ ପଦକ୍ଷେପ। ଅଭିଯୋଗକାରୀଙ୍କୁ ଥାନାକୁ ବାରମ୍ବାର ଯିବାକୁ ପଡ଼ିବ ନାହିଁ ଓ ମାମଲାର ଅଗ୍ରଗତି ସମ୍ପର୍କରେ ସେ ଅନଲାଇନ୍‌ରେ ଜାଣିପାରିବେ। ଏହାଦ୍ୱାରା ଦୁର୍ନୀତି ମଧ୍ୟ ହ୍ରାସ ପାଇବ ବୋଲି ଆଶା।: [346, 183, 1146, 333]
aja-bharat-header: [10, 178, 332, 228]
bela-bhumi-author: ଡ. ଦେବାନନ୍ଦ ବେଉରା: [772, 1258, 982, 1282]
sudoku-cell[interactable]: [1187, 1879, 1219, 1899]
solution-cell: [1377, 2265, 1398, 2284]
sudoku-cell[interactable]: [1282, 1788, 1314, 1823]
envelope-icon: [1183, 16, 1227, 46]
magenta-dot-icon: [714, 2316, 725, 2327]
solution-cell: [1334, 2111, 1355, 2130]
sudoku-cell[interactable]: [1282, 2039, 1314, 2074]
panjika-entry: ୦୫– ଥାନାରେ ଭିଡ଼ ଓ ପ୍ରଥମ ଗୋଟିଏ ୨୪ ଘଣ୍ଟା ମଧ୍ୟରେ ଏତଲା ଅପଲୋଡ୍ ନିର୍ଦ୍ଦେଶ।: [1175, 1459, 1490, 1490]
solution-cell: [1441, 2246, 1462, 2265]
cirantani-author: –କାଳିନ୍ଦୀ ଚରଣ ପାଣିଗ୍ରାହୀ: [215, 128, 322, 140]
section-divider-2: [10, 1752, 1146, 1754]
solution-cell: [1441, 2149, 1462, 2168]
sudoku-cell[interactable]: [1409, 2004, 1441, 2039]
sudoku-logo-ku: ku: [1263, 1740, 1303, 1774]
top-quote-box: [346, 6, 1146, 50]
india-map-icon: [278, 178, 328, 228]
solution-cell: [1398, 2188, 1419, 2207]
solution-cell: [1398, 2207, 1419, 2226]
solution-cell: [1463, 2149, 1484, 2168]
banda-headline: ବଣ୍ଡା ପାହାଡ଼ର ସ୍ମୃତି: [490, 1773, 1002, 1843]
sudoku-cell[interactable]: 7: [1314, 1969, 1346, 2004]
sudoku-cell[interactable]: [1187, 2004, 1219, 2039]
bela-bhumi-body-col1: ତୀର୍ଥକ୍ଷେତ୍ର ତଥା ପର୍ଯ୍ୟଟନସ୍ଥଳୀ ପୁରୀର ବେଳାଭୂମି ଏବେ ସମୁଦ୍ର କ୍ଷୟ କାରଣରୁ ବିପଦ ମୁହଁରେ। ପ୍ରତିବର୍ଷ ଲକ୍ଷାଧିକ ପର୍ଯ୍ୟଟକ ଏଠାକୁ ଆସନ୍ତି। କିନ୍ତୁ ଅପରିକଳ୍ପିତ ନିର୍ମାଣ, ବାଲି ଉତ୍ତୋଳନ ଓ ଜଳବାୟୁ ପରିବର୍ତ୍ତନ ଯୋଗୁଁ ବେଳାଭୂମିର ଆକାର ସଙ୍କୁଚିତ ହେବାରେ ଲାଗିଛି। ବିଗତ ଦଶନ୍ଧି ମଧ୍ୟରେ ଅନେକ ସ୍ଥାନରେ ସମୁଦ୍ର ଜଳ ଭିତରକୁ ପଶି ଆସିଛି। ବିଶେଷଜ୍ଞମାନଙ୍କ ମତରେ ସମୁଦ୍ରକୂଳରେ ବାଲିର ସ୍ୱାଭାବିକ ଗତିକୁ ବାଧା ଦିଆଯାଉଥିବାରୁ କ୍ଷୟ ତ୍ୱରାନ୍ୱିତ ହେଉଛି। ସମୁଦ୍ର ତରଙ୍ଗ, ସ୍ରୋତ ଓ ଜୁଆର ଭଟ୍ଟା ବେଳାଭୂମିର ଗଠନକୁ ପ୍ରଭାବିତ କରେ। ପ୍ରାକୃତିକ ଝାଉଁବଣ ଓ ବାଲିଟିପିଗୁଡ଼ିକ ସମୁଦ୍ର କ୍ଷୟକୁ ରୋକିବାରେ ସହାୟକ ହୁଏ, କିନ୍ତୁ ସେଗୁଡ଼ିକ ନଷ୍ଟ କରାଯାଉଛି। ହୋଟେଲ ଓ ଅନ୍ୟାନ୍ୟ ସଂରଚନା ସମୁଦ୍ରକୂଳ ନିକଟରେ ନିର୍ମାଣ ହେବା ଫଳରେ ବେଳାଭୂମିର ପ୍ରାକୃତିକ ସନ୍ତୁଳନ ବିଗିଡ଼ିଯାଉଛି। ଉପକୂଳ ନିୟାମକ ଅଞ୍ଚଳ (ସିଆରଜେଡ୍) ନିୟମକୁ କଡ଼ାକଡ଼ି ଭାବେ ପାଳନ କରାଯିବା ଆବଶ୍ୟକ। ଏହା ସହିତ ବେଳାଭୂମି ପୁନଃପୂରଣ, ବାଲିଟିପି ସଂରକ୍ଷଣ ଓ ଝାଉଁ ରୋପଣ ଭଳି ପଦକ୍ଷେପ ନିଆଯିବା ଦରକାର। ପୁରୀ ବେଳାଭୂମି କେବଳ ପର୍ଯ୍ୟଟନ ନୁହେଁ, ସ୍ଥାନୀୟ ମତ୍ସ୍ୟଜୀବୀଙ୍କ ଜୀବିକା ସହ ମଧ୍ୟ ଜଡ଼ିତ। ସମୁଦ୍ରକୂଳରେ ବସବାସ କରୁଥିବା ହଜାର ହଜାର ପରିବାରର ଭବିଷ୍ୟତ ଏହା ଉପରେ ନିର୍ଭର କରେ। ତେଣୁ ସରକାର, ବୈଜ୍ଞାନିକ ଓ ସାଧାରଣ ଜନତା ମିଳିତ ଭାବେ ଉଦ୍ୟମ କଲେ ହିଁ ଏହି ଐତିହ୍ୟମଣ୍ଡିତ ବେଳାଭୂମିକୁ ରକ୍ଷା କରାଯାଇପାରିବ। ବିଶ୍ୱର ଅନେକ ଦେଶରେ ସଫଳତାର ସହ ବେଳାଭୂମି ପରିଚାଳନା କରାଯାଉଛି, ସେଥିରୁ ଶିକ୍ଷା ନେଇ ଆମେ ମଧ୍ୟ ଉପଯୁକ୍ତ ଯୋଜନା ପ୍ରସ୍ତୁତ କରିବା ଦରକାର।: [10, 753, 332, 1107]
sudoku-cell[interactable]: [1282, 2004, 1314, 2039]
sudoku-cell[interactable]: B: [1346, 1788, 1378, 1823]
sudoku-cell[interactable]: E: [1219, 1899, 1251, 1934]
solution-cell: [1463, 2226, 1484, 2245]
solution-cell: [1441, 2111, 1462, 2130]
sudoku-cell[interactable]: 8: [1282, 1899, 1314, 1934]
sudoku-cell[interactable]: [1346, 1899, 1378, 1934]
banda-footer: ଅବସରପ୍ରାପ୍ତ ଉପଶାସନ ସଚିବ ତଥା ଜାତୀୟ ପତ୍ରିକା, ଭୁବନେଶ୍ୱର: [878, 2284, 1146, 2295]
solution-cell: [1377, 2130, 1398, 2149]
person-icon: [649, 1181, 767, 1279]
magenta-dot-icon: [274, 2316, 285, 2327]
cyan-dot-icon: [1238, 2316, 1249, 2327]
sudoku-cell[interactable]: [1409, 1879, 1441, 1899]
letter-sender: ମହେଶ୍ୱର ନାୟକ, ସତ୍ୟନଗର, ଭୁବନେଶ୍ୱର: [1305, 559, 1490, 571]
sudoku-cell[interactable]: 7: [1409, 1843, 1441, 1879]
sudoku-cell[interactable]: C: [1219, 2039, 1251, 2074]
black-dot-icon: [302, 2316, 313, 2327]
solution-cell: [1355, 2169, 1376, 2188]
solution-cell: [1334, 2265, 1355, 2284]
sudoku-answer-note: ଏହାର ଉତ୍ତର ଆସନ୍ତାକାଲି ପ୍ରକାଶ ପାଇବ: [1237, 2082, 1428, 2095]
sudoku-cell[interactable]: [1378, 1823, 1410, 1843]
aja-bharat-label: ଆଜି ଭାରତରେ: [14, 182, 164, 212]
yellow-dot-icon: [260, 2316, 271, 2327]
solution-cell: [1420, 2246, 1441, 2265]
sudoku-cell[interactable]: 0: [1282, 1843, 1314, 1879]
solution-cell: [1312, 2246, 1333, 2265]
sudoku-cell[interactable]: [1314, 2004, 1346, 2039]
print-registration-marks: [700, 2312, 756, 2331]
panjika-title: ସାପ୍ତାହିକ ପଞ୍ଜିକା: [1232, 1277, 1433, 1310]
